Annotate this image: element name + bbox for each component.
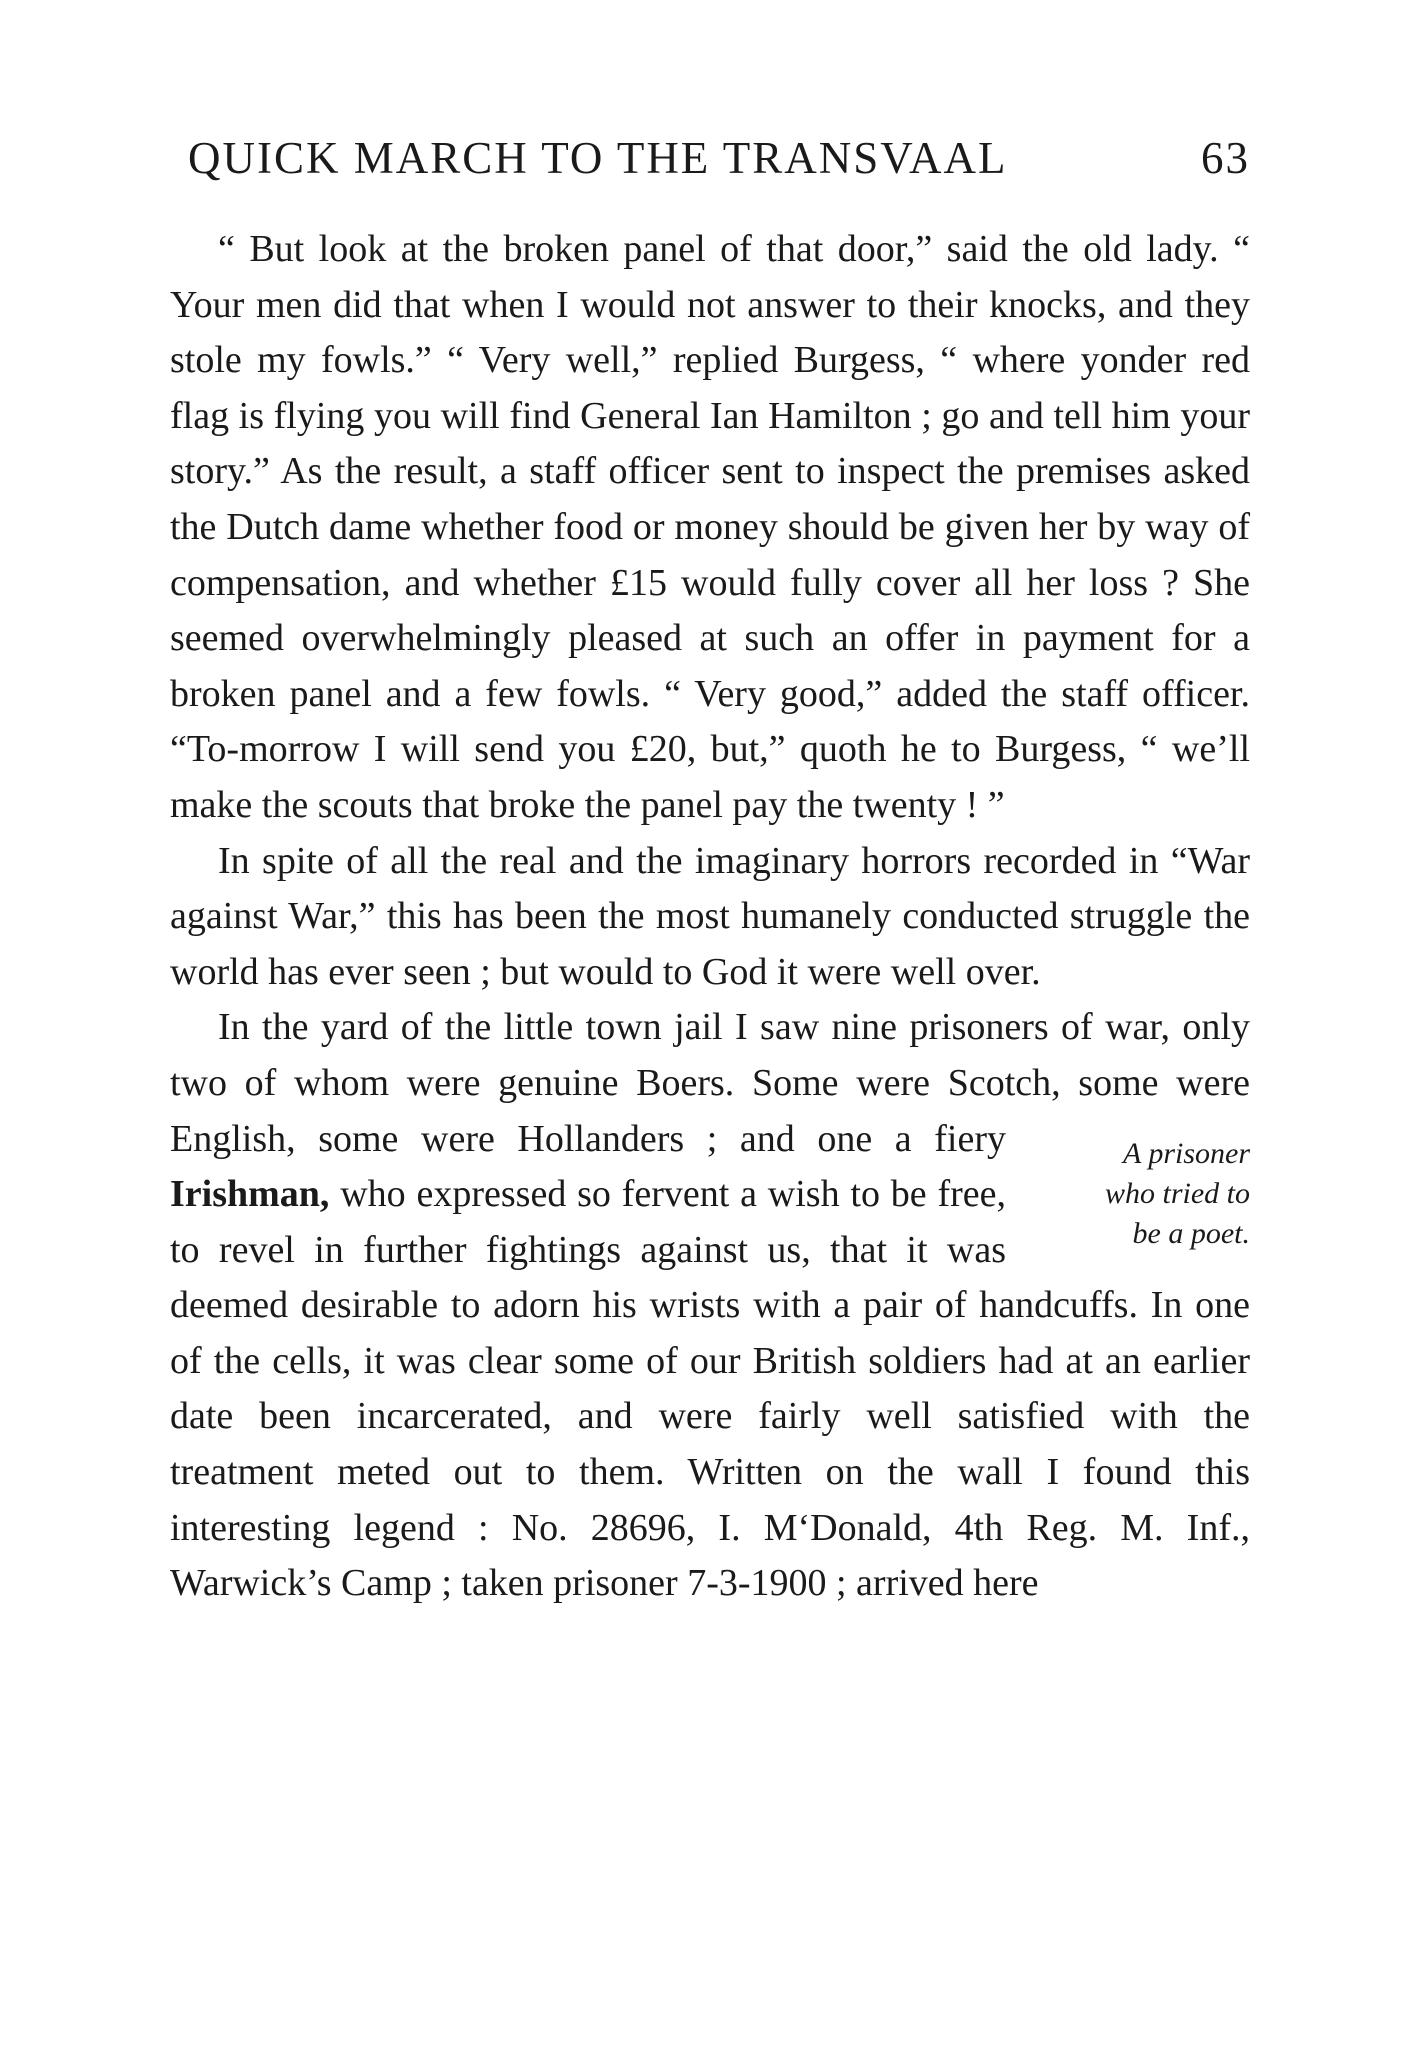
paragraph-with-margin-note [170,1000,1250,1612]
body-text [170,222,1250,1612]
margin-note-line: be a poet. [1132,1216,1250,1250]
paragraph: In spite of all the real and the imaginary horrors recorded in “War against War,” this has been the most humanely conducted struggle the world has ever seen ; but would to God it were well over. [170,839,1250,993]
paragraph-text-end: who expressed so fervent a wish to be free, to revel in further fightings against us, that it was deemed desirable to adorn his wrists with a pair of handcuffs. In one of the cells, it was clear some of our British soldiers had at an earlier date been incarcerated, and were fairly well satisfied with the treatment meted out to them. Written on the wall I found this interesting legend : No. 28696, I. M‘Donald, 4th Reg. M. Inf., Warwick’s Camp ; taken prisoner 7-3-1900 ; arrived here [170,1173,1250,1605]
margin-note-line: who tried to [1104,1176,1250,1210]
bold-word: Irishman, [170,1173,330,1216]
margin-note [1030,1134,1250,1254]
running-title: QUICK MARCH TO THE TRANSVAAL [188,133,1008,183]
paragraph-text-start: In the yard of the little town jail I saw nine prisoners of war, only two of whom were genuine Boers. Some were Scotch, some were English, some were Hollanders ; and one a fiery [170,1006,1250,1160]
paragraph: “ But look at the broken panel of that door,” said the old lady. “ Your men did that when I would not answer to their knocks, and they stole my fowls.” “ Very well,” replied Burgess, “ where yonder red flag is flying you will find General Ian Hamilton ; go and tell him your story.” As the result, a staff officer sent to inspect the premises asked the Dutch dame whether food or money should be given her by way of compensation, and whether £15 would fully cover all her loss ? She seemed overwhelmingly pleased at such an offer in payment for a broken panel and a few fowls. “ Very good,” added the staff officer. “To-morrow I will send you £20, but,” quoth he to Burgess, “ we’ll make the scouts that broke the panel pay the twenty ! ” [170,228,1250,826]
margin-note-line: A prisoner [1123,1136,1250,1170]
page-number: 63 [1201,133,1250,183]
